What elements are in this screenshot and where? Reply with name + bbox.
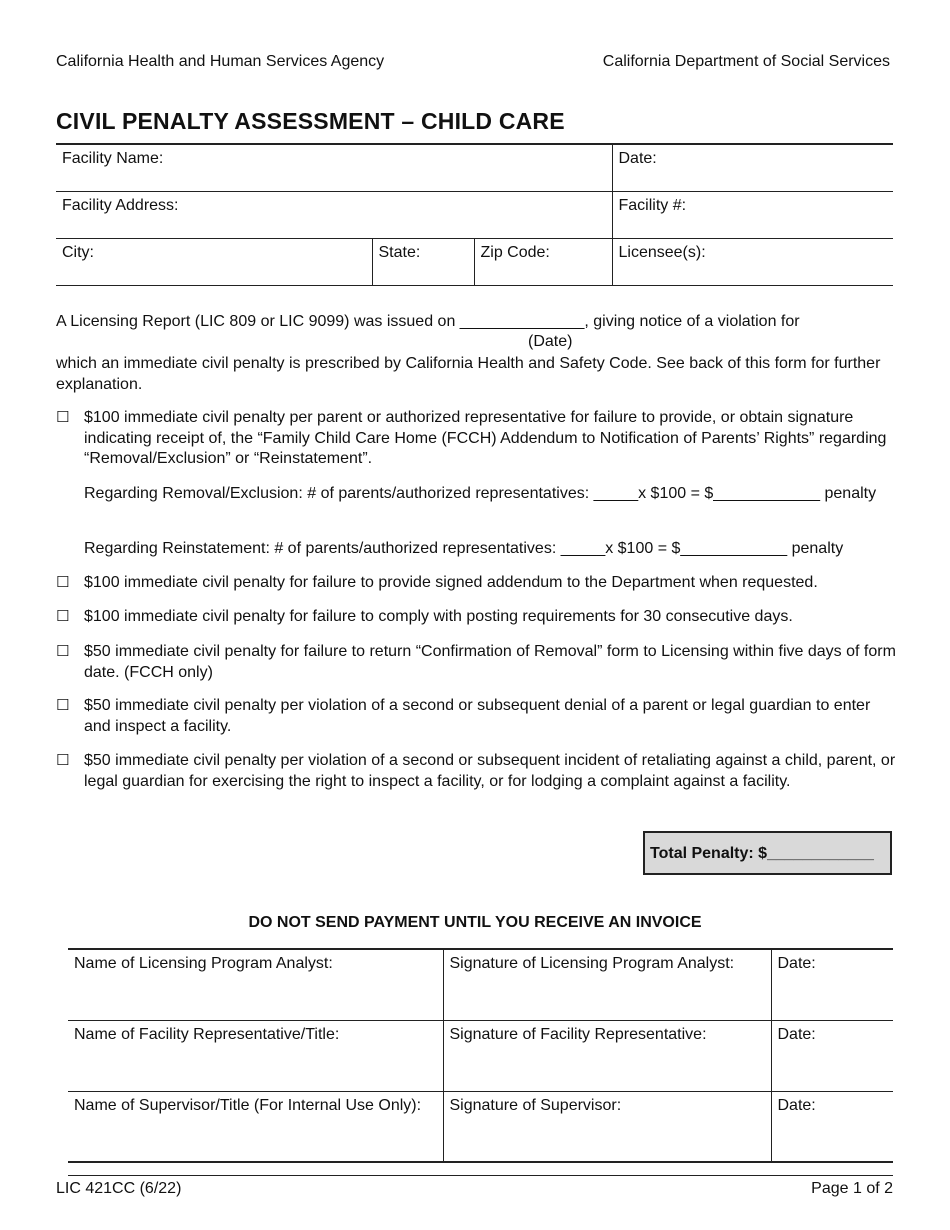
date-caption: (Date) — [528, 333, 573, 350]
notice-line-2: which an immediate civil penalty is prescribed by California Health and Safety Code. See back of this form for further explanation. — [56, 355, 881, 393]
option-text: $50 immediate civil penalty per violation of a second or subsequent denial of a parent or legal guardian to enter and inspect a facility. — [84, 697, 871, 735]
analyst-signature-field[interactable]: Signature of Licensing Program Analyst: — [443, 949, 771, 1020]
footer-divider — [68, 1175, 893, 1176]
state-field[interactable]: State: — [372, 238, 474, 285]
form-title: CIVIL PENALTY ASSESSMENT – CHILD CARE — [56, 108, 565, 134]
checkbox-icon[interactable]: ☐ — [56, 752, 70, 769]
signature-row-supervisor — [68, 1091, 893, 1162]
zip-code-field[interactable]: Zip Code: — [474, 238, 612, 285]
facility-rep-date-field[interactable]: Date: — [771, 1020, 893, 1091]
option-text: $100 immediate civil penalty for failure to provide signed addendum to the Department when requested. — [84, 574, 818, 591]
agency-right: California Department of Social Services — [602, 53, 890, 70]
page-number: Page 1 of 2 — [811, 1180, 893, 1197]
signature-row-facility-rep — [68, 1020, 893, 1091]
supervisor-signature-field[interactable]: Signature of Supervisor: — [443, 1091, 771, 1162]
supervisor-date-field[interactable]: Date: — [771, 1091, 893, 1162]
agency-left: California Health and Human Services Agency — [56, 53, 385, 70]
checkbox-icon[interactable]: ☐ — [56, 574, 70, 591]
checkbox-icon[interactable]: ☐ — [56, 608, 70, 625]
facility-rep-name-field[interactable]: Name of Facility Representative/Title: — [68, 1020, 443, 1091]
option-fcch-addendum — [56, 408, 896, 470]
date-field[interactable]: Date: — [612, 144, 893, 191]
city-field[interactable]: City: — [56, 238, 372, 285]
checkbox-icon[interactable]: ☐ — [56, 643, 70, 660]
facility-address-field[interactable]: Facility Address: — [56, 191, 612, 238]
checkbox-icon[interactable]: ☐ — [56, 697, 70, 714]
supervisor-name-field[interactable]: Name of Supervisor/Title (For Internal Use Only): — [68, 1091, 443, 1162]
signature-row-analyst — [68, 949, 893, 1020]
option-retaliation — [56, 751, 896, 792]
licensees-field[interactable]: Licensee(s): — [612, 238, 893, 285]
option-text: $50 immediate civil penalty for failure to return “Confirmation of Removal” form to Licensing within five days of form date. (FCCH only) — [84, 643, 896, 681]
facility-info-table — [56, 143, 893, 286]
option-text: $100 immediate civil penalty for failure to comply with posting requirements for 30 consecutive days. — [84, 608, 793, 625]
total-penalty-box[interactable]: Total Penalty: $____________ — [643, 831, 892, 875]
notice-line-1: A Licensing Report (LIC 809 or LIC 9099) was issued on ______________, giving notice of a violation for — [56, 313, 800, 330]
checkbox-icon[interactable]: ☐ — [56, 409, 70, 426]
option-signed-addendum — [56, 573, 896, 594]
option-confirmation-of-removal — [56, 642, 896, 683]
payment-notice: DO NOT SEND PAYMENT UNTIL YOU RECEIVE AN INVOICE — [248, 914, 702, 931]
facility-name-field[interactable]: Facility Name: — [56, 144, 612, 191]
option-text: $50 immediate civil penalty per violation of a second or subsequent incident of retaliating against a child, parent, or legal guardian for exercising the right to inspect a facility, or for lodging a complaint against a facility. — [84, 752, 896, 790]
analyst-name-field[interactable]: Name of Licensing Program Analyst: — [68, 949, 443, 1020]
option-posting-requirements — [56, 607, 896, 628]
option-denial-of-inspection — [56, 696, 896, 737]
removal-calculation-line: Regarding Removal/Exclusion: # of parents/authorized representatives: _____x $100 = $____________ penalty — [84, 485, 877, 502]
analyst-date-field[interactable]: Date: — [771, 949, 893, 1020]
option-text: $100 immediate civil penalty per parent or authorized representative for failure to provide, or obtain signature indicating receipt of, the “Family Child Care Home (FCCH) Addendum to Notification of Parents’ Rights” regarding “Removal/Exclusion” or “Reinstatement”. — [84, 409, 887, 467]
signature-table — [68, 948, 893, 1163]
reinstatement-calculation-line: Regarding Reinstatement: # of parents/authorized representatives: _____x $100 = $____________ penalty — [84, 540, 844, 557]
form-number: LIC 421CC (6/22) — [56, 1180, 182, 1197]
facility-rep-signature-field[interactable]: Signature of Facility Representative: — [443, 1020, 771, 1091]
facility-number-field[interactable]: Facility #: — [612, 191, 893, 238]
